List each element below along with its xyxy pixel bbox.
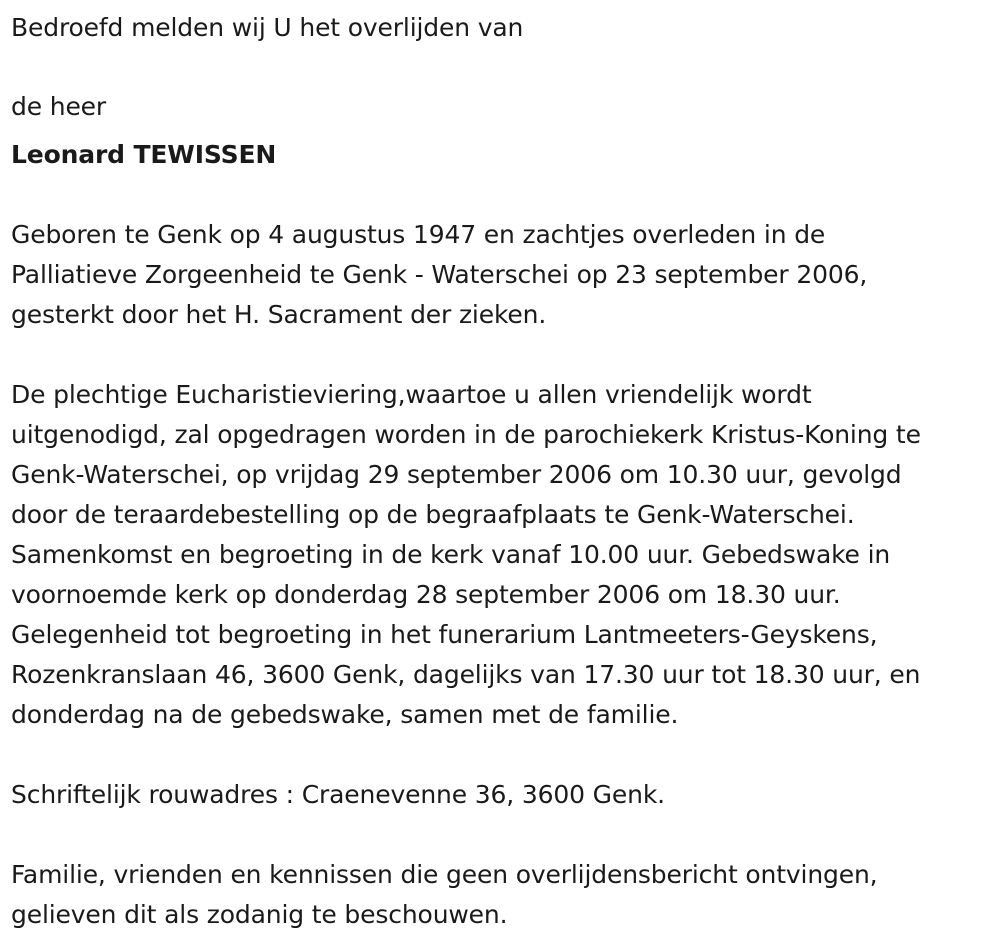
death-notice bbox=[11, 8, 996, 935]
paragraph-line: Rozenkranslaan 46, 3600 Genk, dagelijks van 17.30 uur tot 18.30 uur, en bbox=[11, 660, 921, 689]
paragraph-line: door de teraardebestelling op de begraafplaats te Genk-Waterschei. bbox=[11, 500, 855, 529]
paragraph-line: Samenkomst en begroeting in de kerk vanaf 10.00 uur. Gebedswake in bbox=[11, 540, 891, 569]
honorific: de heer bbox=[11, 92, 107, 121]
paragraph-line: Genk-Waterschei, op vrijdag 29 september 2006 om 10.30 uur, gevolgd bbox=[11, 460, 902, 489]
birth-paragraph bbox=[11, 215, 996, 335]
paragraph-line: donderdag na de gebedswake, samen met de familie. bbox=[11, 700, 679, 729]
deceased-name: Leonard TEWISSEN bbox=[11, 140, 277, 169]
mourning-address: Schriftelijk rouwadres : Craenevenne 36, 3600 Genk. bbox=[11, 780, 665, 809]
paragraph-line: uitgenodigd, zal opgedragen worden in de parochiekerk Kristus-Koning te bbox=[11, 420, 921, 449]
ceremony-paragraph bbox=[11, 375, 996, 735]
paragraph-line: Geboren te Genk op 4 augustus 1947 en zachtjes overleden in de bbox=[11, 220, 826, 249]
paragraph-line: Familie, vrienden en kennissen die geen overlijdensbericht ontvingen, bbox=[11, 860, 878, 889]
paragraph-line: gelieven dit als zodanig te beschouwen. bbox=[11, 900, 508, 929]
paragraph-line: voornoemde kerk op donderdag 28 september 2006 om 18.30 uur. bbox=[11, 580, 841, 609]
paragraph-line: Palliatieve Zorgeenheid te Genk - Waterschei op 23 september 2006, bbox=[11, 260, 868, 289]
address-paragraph bbox=[11, 775, 996, 815]
closing-paragraph bbox=[11, 855, 996, 935]
paragraph-line: De plechtige Eucharistieviering,waartoe u allen vriendelijk wordt bbox=[11, 380, 812, 409]
intro-line: Bedroefd melden wij U het overlijden van bbox=[11, 13, 524, 42]
paragraph-line: gesterkt door het H. Sacrament der zieken. bbox=[11, 300, 547, 329]
paragraph-line: Gelegenheid tot begroeting in het funerarium Lantmeeters-Geyskens, bbox=[11, 620, 878, 649]
